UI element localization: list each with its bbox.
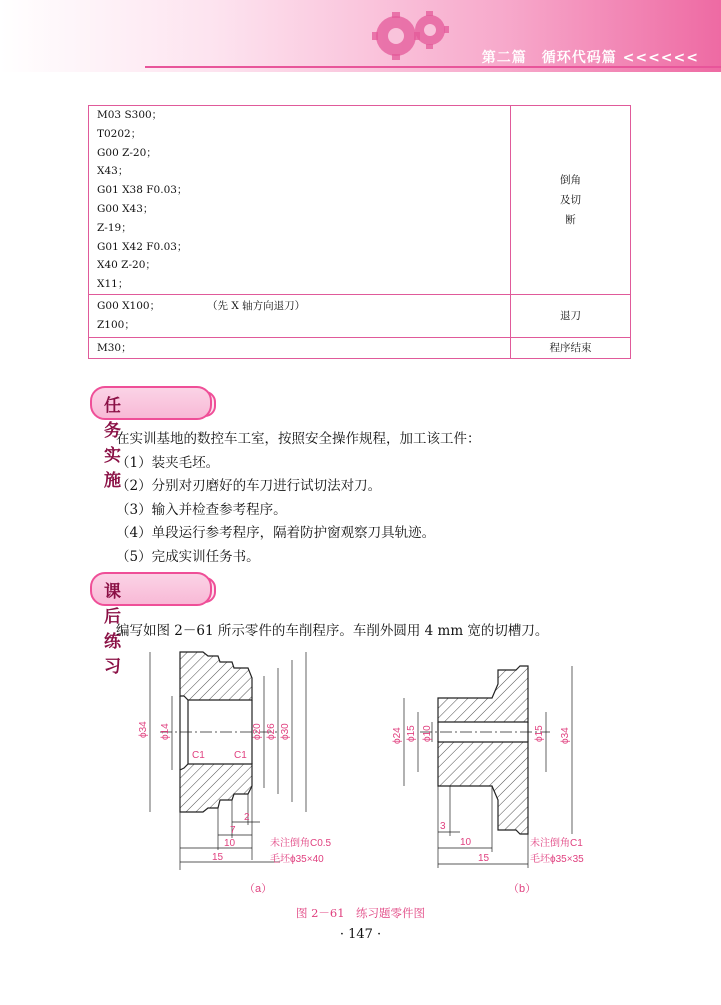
program-cell: M30； <box>89 337 511 358</box>
gear-icon <box>358 6 468 66</box>
svg-text:15: 15 <box>212 852 224 863</box>
svg-text:ϕ10: ϕ10 <box>422 725 433 742</box>
svg-text:（b）: （b） <box>508 883 537 895</box>
svg-text:ϕ26: ϕ26 <box>266 723 277 740</box>
note-cell: 退刀 <box>511 294 631 337</box>
svg-text:2: 2 <box>244 812 250 823</box>
table-row <box>89 106 631 295</box>
svg-text:ϕ20: ϕ20 <box>252 723 263 740</box>
svg-text:ϕ34: ϕ34 <box>138 721 149 738</box>
svg-text:ϕ15: ϕ15 <box>534 725 545 742</box>
svg-text:未注倒角C1: 未注倒角C1 <box>530 838 583 849</box>
svg-text:ϕ14: ϕ14 <box>160 723 171 740</box>
part-a-labels <box>138 721 332 895</box>
svg-text:毛坯ϕ35×35: 毛坯ϕ35×35 <box>530 854 584 865</box>
table-row <box>89 294 631 337</box>
svg-text:ϕ15: ϕ15 <box>406 725 417 742</box>
program-cell: G00 X100； （先 X 轴方向退刀） Z100； <box>89 294 511 337</box>
table-row <box>89 337 631 358</box>
svg-text:15: 15 <box>478 853 490 864</box>
section2-body: 编写如图 2－61 所示零件的车削程序。车削外圆用 4 mm 宽的切槽刀。 <box>116 623 549 639</box>
svg-text:毛坯ϕ35×40: 毛坯ϕ35×40 <box>270 854 324 865</box>
svg-text:10: 10 <box>460 837 472 848</box>
program-cell: M03 S300； T0202； G00 Z-20； X43； G01 X38 F0.03； G00 X43； Z-19； G01 X42 F0.03； X40 Z-20； X11； <box>89 106 511 295</box>
part-drawing <box>120 640 620 902</box>
svg-text:（a）: （a） <box>244 883 273 895</box>
svg-text:7: 7 <box>230 825 236 836</box>
svg-text:ϕ34: ϕ34 <box>560 727 571 744</box>
svg-text:10: 10 <box>224 838 236 849</box>
page-number: · 147 · <box>339 927 382 942</box>
program-table <box>88 105 631 359</box>
header-title: 第二篇 循环代码篇 <<<<<< <box>481 50 699 66</box>
note-cell: 倒角 及切 断 <box>511 106 631 295</box>
svg-text:3: 3 <box>440 821 446 832</box>
svg-text:C1: C1 <box>234 750 247 761</box>
section1-body: 在实训基地的数控车工室，按照安全操作规程，加工该工件： （1）装夹毛坯。 （2）分别对刃磨好的车刀进行试切法对刀。 （3）输入并检查参考程序。 （4）单段运行参考程序，隔着防护窗观察刀具轨迹。 （5）完成实训任务书。 <box>116 431 481 565</box>
svg-text:C1: C1 <box>192 750 205 761</box>
svg-text:未注倒角C0.5: 未注倒角C0.5 <box>270 838 332 849</box>
svg-text:ϕ30: ϕ30 <box>280 723 291 740</box>
figure-caption: 图 2－61 练习题零件图 <box>295 906 426 920</box>
svg-text:ϕ24: ϕ24 <box>392 727 403 744</box>
note-cell: 程序结束 <box>511 337 631 358</box>
